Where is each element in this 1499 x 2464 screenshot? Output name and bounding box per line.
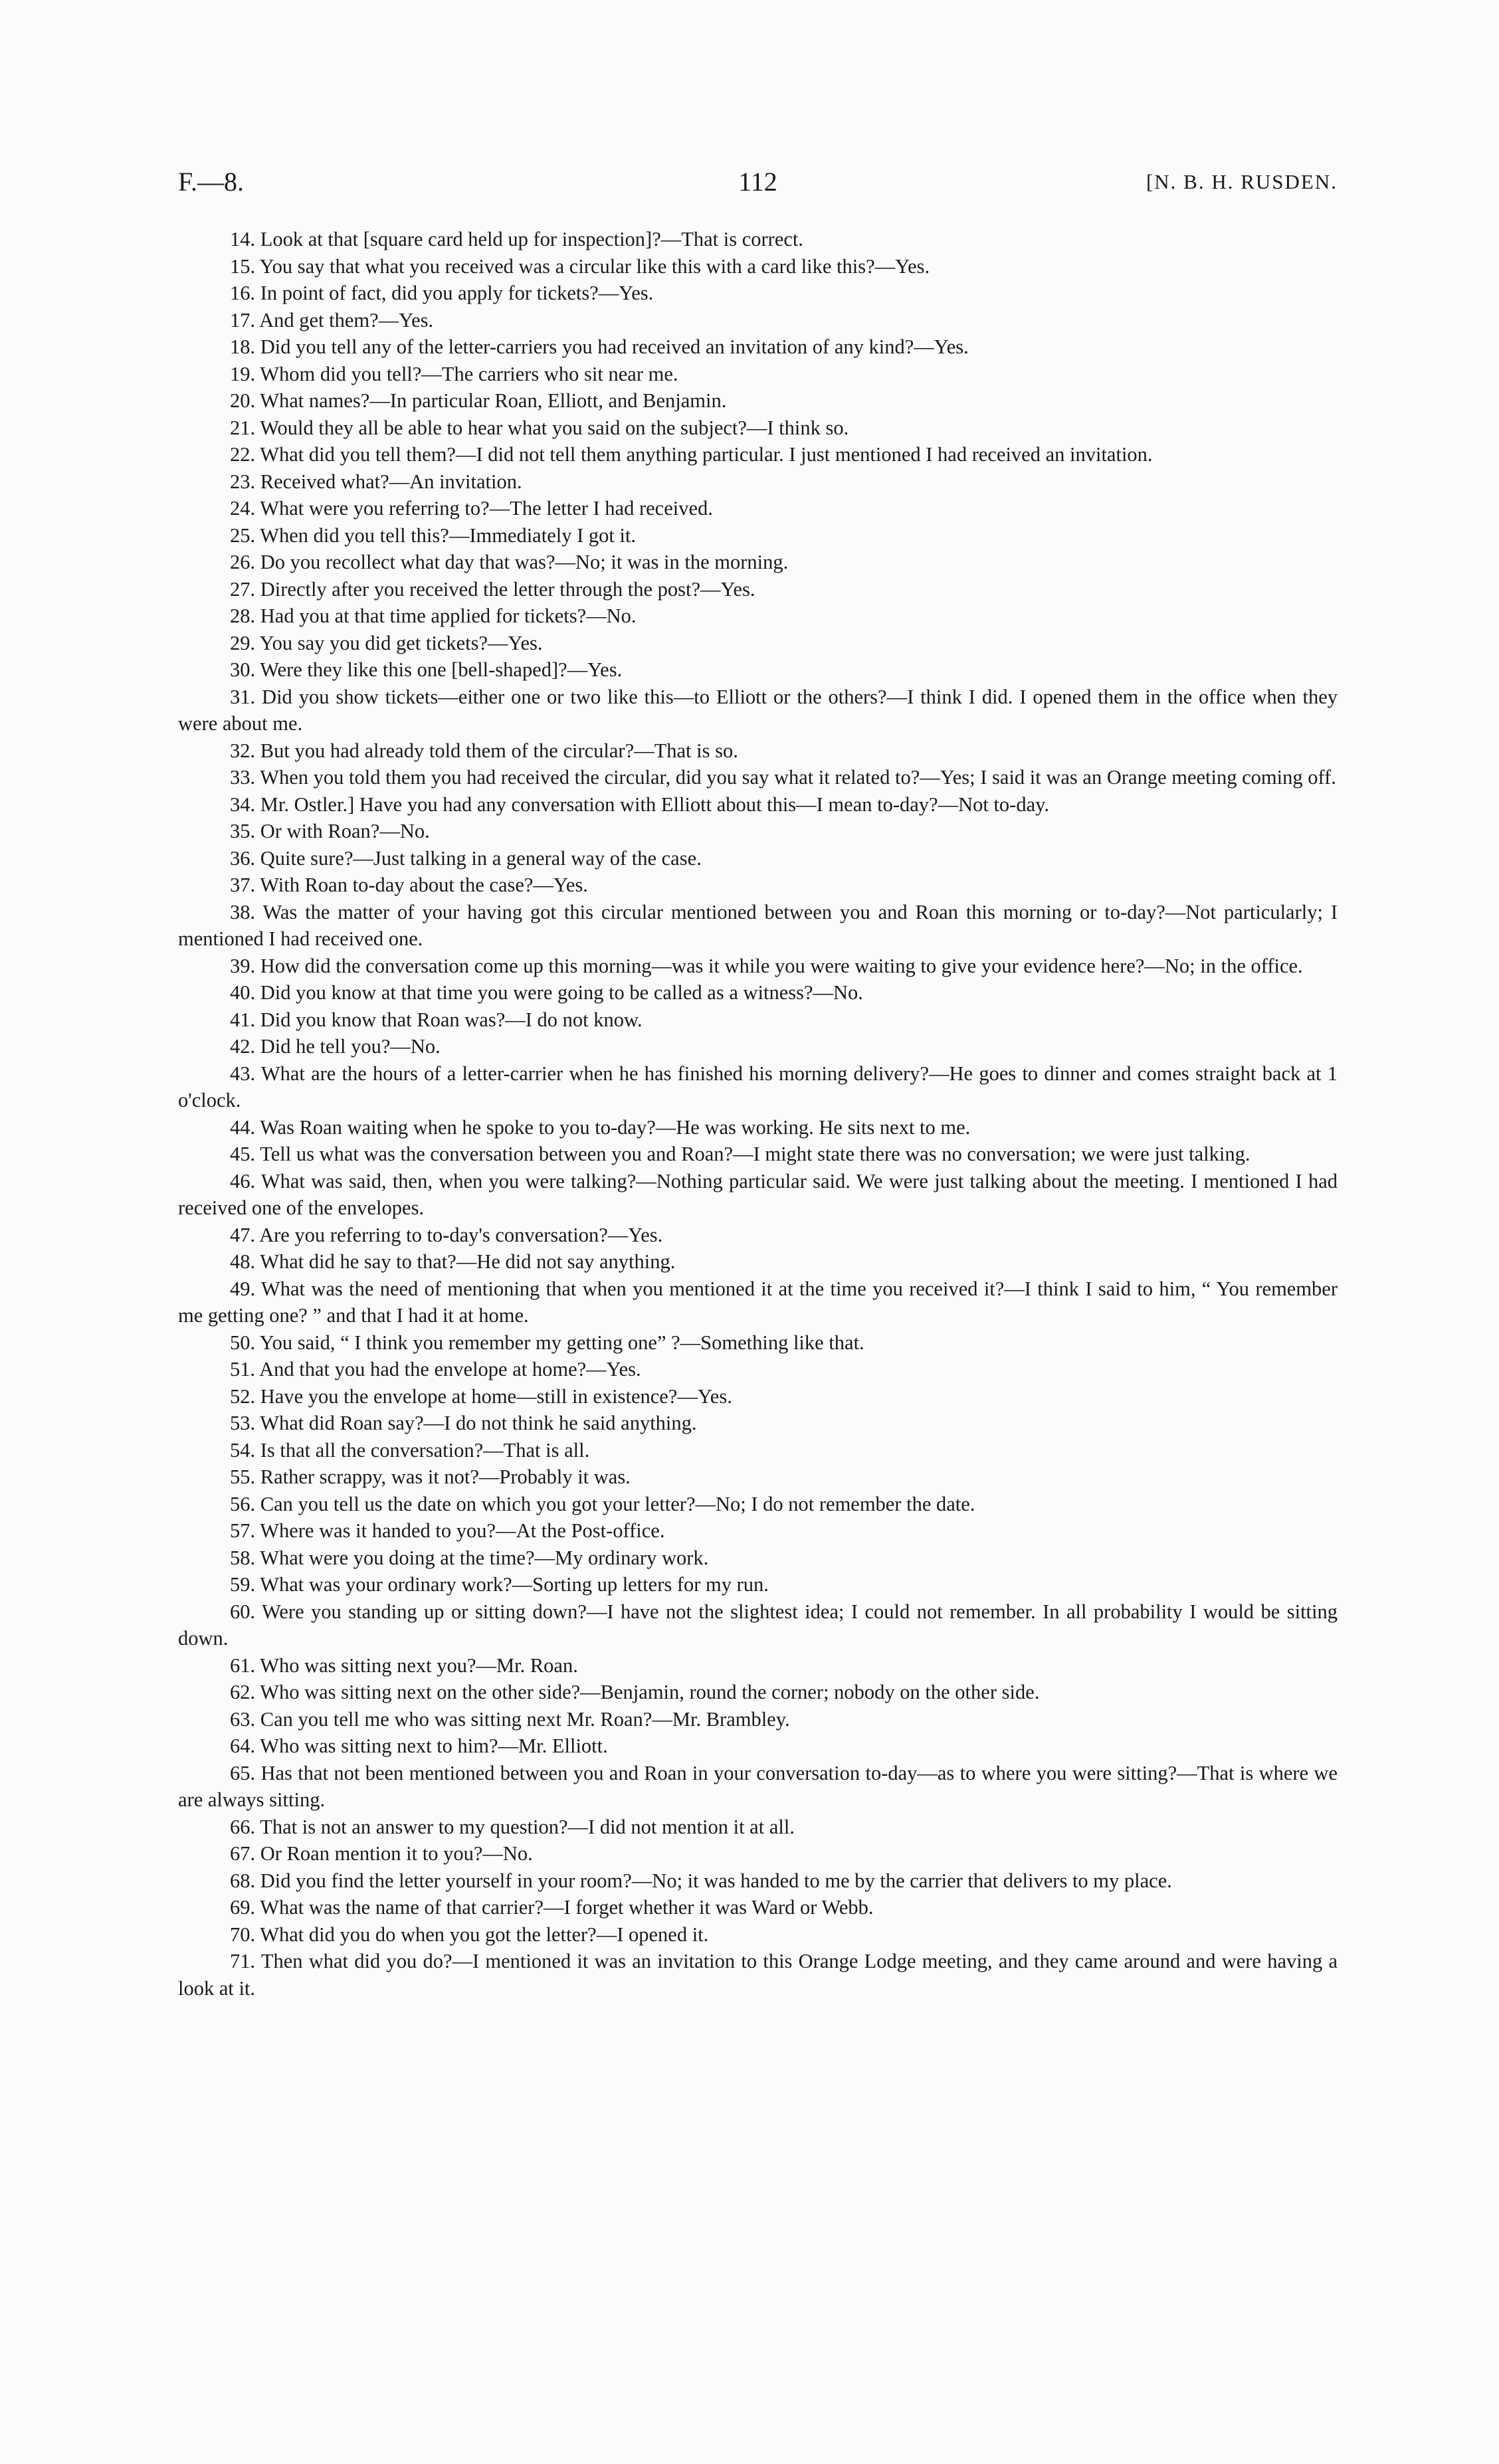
question-answer-paragraph — [178, 818, 1338, 845]
question-answer-text: What was the need of mentioning that when you mentioned it at the time you received it?—I think I said to him, “ You remember me getting one? ” and that I had it at home. — [178, 1277, 1338, 1327]
question-number: 33. — [230, 766, 256, 789]
question-number: 47. — [230, 1223, 256, 1246]
question-answer-text: What were you doing at the time?—My ordinary work. — [260, 1546, 709, 1569]
question-number: 19. — [230, 362, 256, 385]
question-number: 23. — [230, 470, 256, 493]
question-answer-text: Mr. Ostler.] Have you had any conversation with Elliott about this—I mean to-day?—Not to-day. — [260, 793, 1050, 816]
question-answer-text: Whom did you tell?—The carriers who sit near me. — [260, 362, 678, 385]
question-answer-text: Had you at that time applied for tickets?—No. — [260, 605, 637, 627]
question-answer-paragraph — [178, 549, 1338, 576]
question-number: 42. — [230, 1035, 256, 1058]
question-answer-text: Quite sure?—Just talking in a general way of the case. — [260, 846, 702, 870]
question-answer-paragraph — [178, 1867, 1338, 1895]
question-answer-text: Or Roan mention it to you?—No. — [260, 1842, 533, 1865]
question-answer-paragraph — [178, 1141, 1338, 1168]
question-number: 14. — [230, 228, 256, 250]
question-number: 64. — [230, 1735, 256, 1757]
question-number: 29. — [230, 631, 256, 654]
question-answer-paragraph — [178, 953, 1338, 980]
question-answer-text: Directly after you received the letter through the post?—Yes. — [260, 577, 755, 601]
question-answer-paragraph — [178, 1814, 1338, 1841]
question-answer-paragraph — [178, 387, 1338, 415]
question-answer-paragraph — [178, 684, 1338, 737]
question-number: 24. — [230, 497, 256, 520]
question-answer-text: Did you find the letter yourself in your room?—No; it was handed to me by the carrier that delivers to my place. — [260, 1869, 1172, 1892]
question-answer-paragraph — [178, 1491, 1338, 1518]
question-answer-text: What was your ordinary work?—Sorting up letters for my run. — [260, 1573, 769, 1596]
question-answer-text: Or with Roan?—No. — [260, 820, 430, 842]
question-number: 44. — [230, 1115, 256, 1139]
question-answer-text: Did you know that Roan was?—I do not know. — [260, 1008, 643, 1031]
question-answer-paragraph — [178, 226, 1338, 253]
question-answer-paragraph — [178, 415, 1338, 442]
question-answer-paragraph — [178, 1733, 1338, 1760]
question-answer-paragraph — [178, 791, 1338, 818]
question-answer-text: Did you tell any of the letter-carriers you had received an invitation of any kind?—Yes. — [260, 335, 969, 358]
question-number: 22. — [230, 443, 256, 466]
question-answer-paragraph — [178, 280, 1338, 307]
question-number: 43. — [230, 1062, 256, 1085]
question-answer-paragraph — [178, 1248, 1338, 1276]
question-answer-text: You say you did get tickets?—Yes. — [259, 631, 543, 654]
question-number: 36. — [230, 846, 256, 870]
question-number: 60. — [230, 1600, 256, 1623]
question-answer-paragraph — [178, 495, 1338, 522]
question-answer-paragraph — [178, 361, 1338, 388]
question-number: 61. — [230, 1654, 256, 1677]
question-number: 53. — [230, 1412, 256, 1434]
question-answer-paragraph — [178, 1033, 1338, 1060]
question-answer-text: Where was it handed to you?—At the Post-office. — [260, 1519, 665, 1542]
question-answer-paragraph — [178, 1437, 1338, 1464]
question-answer-text: Is that all the conversation?—That is all. — [260, 1438, 590, 1462]
question-answer-text: What are the hours of a letter-carrier when he has finished his morning delivery?—He goes to dinner and comes straight back at 1 o'clock. — [178, 1062, 1338, 1111]
question-answer-paragraph — [178, 630, 1338, 657]
question-answer-text: With Roan to-day about the case?—Yes. — [260, 874, 588, 896]
question-answer-paragraph — [178, 333, 1338, 361]
question-answer-paragraph — [178, 1168, 1338, 1222]
question-number: 56. — [230, 1492, 256, 1515]
question-answer-paragraph — [178, 899, 1338, 953]
question-answer-paragraph — [178, 603, 1338, 630]
question-answer-paragraph — [178, 737, 1338, 765]
question-answer-paragraph — [178, 1517, 1338, 1545]
question-number: 27. — [230, 577, 256, 601]
question-answer-text: Are you referring to to-day's conversation?—Yes. — [259, 1223, 663, 1246]
question-number: 31. — [230, 685, 256, 708]
question-answer-text: Did he tell you?—No. — [260, 1035, 441, 1058]
question-answer-paragraph — [178, 576, 1338, 603]
question-number: 69. — [230, 1896, 256, 1919]
question-answer-text: How did the conversation come up this morning—was it while you were waiting to give your evidence here?—No; in the office. — [260, 954, 1303, 977]
question-number: 68. — [230, 1869, 256, 1892]
question-number: 32. — [230, 739, 256, 762]
question-answer-text: Do you recollect what day that was?—No; it was in the morning. — [260, 551, 789, 573]
question-answer-paragraph — [178, 1060, 1338, 1114]
question-number: 67. — [230, 1842, 256, 1865]
question-answer-text: What did Roan say?—I do not think he said anything. — [260, 1412, 697, 1434]
question-answer-text: What names?—In particular Roan, Elliott, and Benjamin. — [260, 389, 727, 412]
question-answer-text: What did he say to that?—He did not say anything. — [260, 1250, 676, 1273]
question-number: 37. — [230, 874, 256, 896]
question-number: 40. — [230, 981, 256, 1004]
question-number: 28. — [230, 605, 256, 627]
question-answer-text: That is not an answer to my question?—I did not mention it at all. — [260, 1815, 795, 1838]
question-answer-text: Did you show tickets—either one or two like this—to Elliott or the others?—I think I did. I opened them in the office when they were about me. — [178, 685, 1338, 735]
question-number: 57. — [230, 1519, 256, 1542]
question-number: 18. — [230, 335, 256, 358]
question-answer-text: Would they all be able to hear what you said on the subject?—I think so. — [260, 416, 849, 439]
question-answer-text: Tell us what was the conversation between you and Roan?—I might state there was no conversation; we were just talking. — [260, 1143, 1250, 1165]
question-answer-paragraph — [178, 656, 1338, 684]
question-number: 50. — [230, 1331, 256, 1354]
question-answer-paragraph — [178, 979, 1338, 1006]
question-answer-text: What was said, then, when you were talking?—Nothing particular said. We were just talking about the meeting. I mentioned I had received one of the envelopes. — [178, 1169, 1338, 1219]
question-answer-text: Was Roan waiting when he spoke to you to-day?—He was working. He sits next to me. — [260, 1115, 971, 1139]
question-number: 16. — [230, 282, 256, 304]
question-number: 58. — [230, 1546, 256, 1569]
question-number: 55. — [230, 1466, 256, 1488]
question-number: 25. — [230, 523, 256, 547]
question-number: 48. — [230, 1250, 256, 1273]
question-answer-text: You said, “ I think you remember my getting one” ?—Something like that. — [259, 1331, 864, 1354]
question-answer-paragraph — [178, 1894, 1338, 1921]
question-number: 66. — [230, 1815, 256, 1838]
question-answer-text: Who was sitting next you?—Mr. Roan. — [260, 1654, 578, 1677]
question-answer-paragraph — [178, 1652, 1338, 1679]
question-answer-text: What did you do when you got the letter?—I opened it. — [260, 1923, 709, 1946]
question-number: 49. — [230, 1277, 256, 1300]
question-number: 45. — [230, 1143, 256, 1165]
testimony-body — [178, 226, 1338, 2002]
question-answer-paragraph — [178, 872, 1338, 899]
question-number: 63. — [230, 1707, 256, 1731]
question-number: 51. — [230, 1358, 256, 1380]
question-answer-paragraph — [178, 1006, 1338, 1034]
question-answer-text: When did you tell this?—Immediately I got it. — [260, 523, 637, 547]
question-number: 59. — [230, 1573, 256, 1596]
question-number: 26. — [230, 551, 256, 573]
question-number: 39. — [230, 954, 256, 977]
question-answer-text: Who was sitting next on the other side?—Benjamin, round the corner; nobody on the other side. — [260, 1681, 1040, 1703]
question-answer-paragraph — [178, 307, 1338, 334]
question-answer-text: Received what?—An invitation. — [260, 470, 522, 493]
question-answer-text: What did you tell them?—I did not tell them anything particular. I just mentioned I had received an invitation. — [260, 443, 1153, 466]
question-number: 54. — [230, 1438, 256, 1462]
question-answer-text: Can you tell me who was sitting next Mr. Roan?—Mr. Brambley. — [260, 1707, 790, 1731]
page-number: 112 — [738, 167, 777, 197]
question-number: 46. — [230, 1169, 256, 1192]
question-answer-text: Was the matter of your having got this circular mentioned between you and Roan this morning or to-day?—Not particularly; I mentioned I had received one. — [178, 900, 1338, 950]
question-answer-paragraph — [178, 1921, 1338, 1948]
question-answer-paragraph — [178, 253, 1338, 280]
question-answer-text: Can you tell us the date on which you got your letter?—No; I do not remember the date. — [260, 1492, 975, 1515]
question-answer-paragraph — [178, 522, 1338, 549]
question-answer-text: Have you the envelope at home—still in existence?—Yes. — [260, 1384, 732, 1408]
question-answer-paragraph — [178, 1706, 1338, 1733]
question-number: 15. — [230, 254, 256, 278]
question-answer-paragraph — [178, 1948, 1338, 2002]
question-answer-paragraph — [178, 1276, 1338, 1329]
question-answer-paragraph — [178, 441, 1338, 468]
question-answer-text: Has that not been mentioned between you and Roan in your conversation to-day—as to where you were sitting?—That is where we are always sitting. — [178, 1761, 1338, 1811]
question-number: 17. — [230, 308, 256, 332]
question-number: 41. — [230, 1008, 256, 1031]
question-number: 65. — [230, 1761, 256, 1784]
question-answer-paragraph — [178, 1840, 1338, 1867]
question-answer-paragraph — [178, 1114, 1338, 1141]
question-answer-text: When you told them you had received the circular, did you say what it related to?—Yes; I said it was an Orange meeting coming off. — [260, 766, 1336, 789]
question-answer-text: Did you know at that time you were going to be called as a witness?—No. — [260, 981, 863, 1004]
question-answer-paragraph — [178, 1410, 1338, 1437]
question-answer-paragraph — [178, 1329, 1338, 1357]
question-answer-paragraph — [178, 1464, 1338, 1491]
question-answer-paragraph — [178, 468, 1338, 496]
question-answer-text: Were you standing up or sitting down?—I have not the slightest idea; I could not remember. In all probability I would be sitting down. — [178, 1600, 1338, 1650]
question-number: 30. — [230, 658, 256, 681]
question-answer-paragraph — [178, 1383, 1338, 1410]
question-number: 35. — [230, 820, 256, 842]
question-answer-text: What was the name of that carrier?—I forget whether it was Ward or Webb. — [260, 1896, 874, 1919]
document-reference: F.—8. — [178, 167, 245, 197]
question-answer-paragraph — [178, 1571, 1338, 1598]
question-answer-text: And that you had the envelope at home?—Yes. — [259, 1358, 641, 1380]
question-number: 34. — [230, 793, 256, 816]
question-answer-text: Rather scrappy, was it not?—Probably it was. — [260, 1466, 631, 1488]
question-answer-paragraph — [178, 1222, 1338, 1249]
question-answer-text: Then what did you do?—I mentioned it was an invitation to this Orange Lodge meeting, and they came around and were having a look at it. — [178, 1950, 1338, 2000]
question-number: 70. — [230, 1923, 256, 1946]
question-number: 62. — [230, 1681, 256, 1703]
question-answer-text: But you had already told them of the circular?—That is so. — [260, 739, 738, 762]
question-answer-paragraph — [178, 1356, 1338, 1383]
question-answer-text: And get them?—Yes. — [259, 308, 434, 332]
question-answer-paragraph — [178, 1598, 1338, 1652]
question-answer-paragraph — [178, 1760, 1338, 1814]
page-header — [178, 166, 1338, 206]
question-answer-text: You say that what you received was a circular like this with a card like this?—Yes. — [259, 254, 930, 278]
question-number: 20. — [230, 389, 256, 412]
question-answer-text: Who was sitting next to him?—Mr. Elliott. — [260, 1735, 608, 1757]
question-answer-paragraph — [178, 1545, 1338, 1572]
witness-name: [N. B. H. RUSDEN. — [1146, 170, 1338, 193]
question-answer-text: Were they like this one [bell-shaped]?—Yes. — [260, 658, 623, 681]
question-answer-paragraph — [178, 764, 1338, 791]
question-answer-text: Look at that [square card held up for inspection]?—That is correct. — [260, 228, 804, 250]
question-number: 38. — [230, 900, 256, 923]
question-answer-paragraph — [178, 845, 1338, 872]
question-number: 71. — [230, 1950, 256, 1972]
question-number: 52. — [230, 1384, 256, 1408]
question-answer-text: In point of fact, did you apply for tickets?—Yes. — [260, 282, 654, 304]
question-answer-text: What were you referring to?—The letter I had received. — [260, 497, 713, 520]
question-answer-paragraph — [178, 1679, 1338, 1706]
question-number: 21. — [230, 416, 256, 439]
